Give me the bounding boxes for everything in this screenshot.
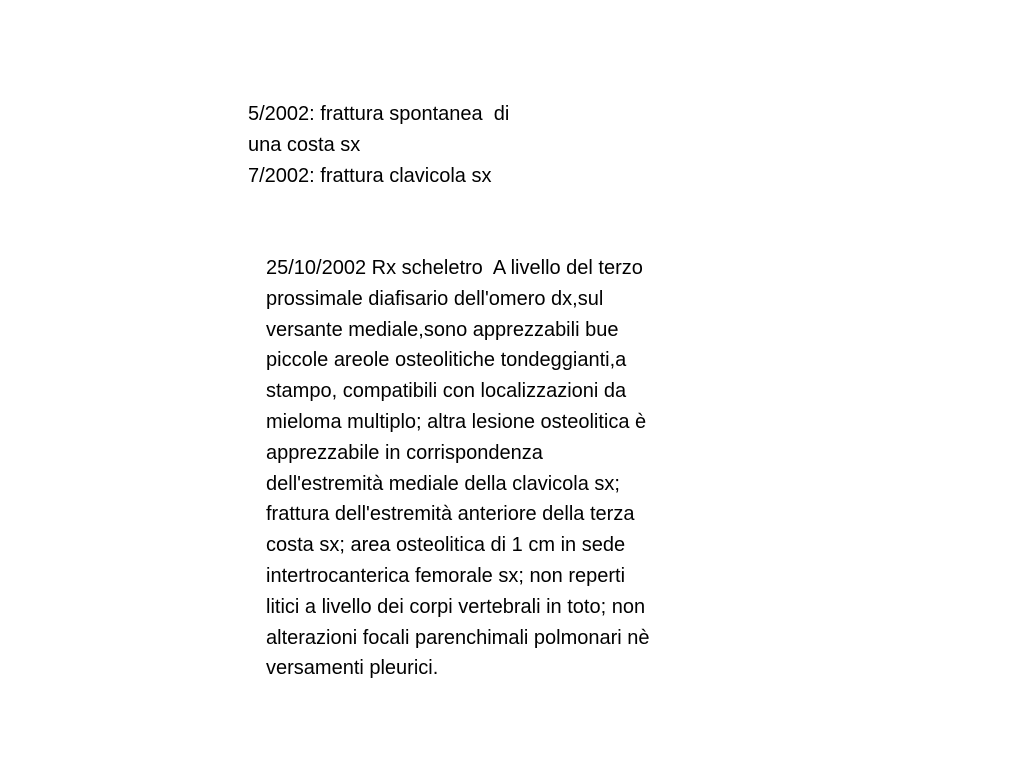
xray-report-line: intertrocanterica femorale sx; non reperti	[266, 564, 626, 587]
xray-report-line: versante mediale,sono apprezzabili bue	[266, 318, 619, 341]
fracture-history-line: una costa sx	[248, 134, 361, 156]
xray-report-line: stampo, compatibili con localizzazioni da	[266, 380, 627, 403]
xray-report-line: versamenti pleurici.	[266, 657, 439, 680]
xray-report-line: frattura dell'estremità anteriore della terza	[266, 503, 635, 526]
xray-report-line: alterazioni focali parenchimali polmonari nè	[266, 626, 650, 649]
xray-report-line: piccole areole osteolitiche tondeggianti,a	[266, 349, 627, 372]
xray-report-line: prossimale diafisario dell'omero dx,sul	[266, 287, 604, 310]
fracture-history-line: 5/2002: frattura spontanea di	[248, 103, 510, 125]
xray-report-line: litici a livello dei corpi vertebrali in toto; non	[266, 595, 646, 618]
fracture-history-line: 7/2002: frattura clavicola sx	[248, 165, 492, 187]
xray-report-line: 25/10/2002 Rx scheletro A livello del terzo	[266, 257, 643, 279]
fracture-history-block	[248, 99, 509, 192]
xray-report-block	[266, 253, 650, 684]
xray-report-line: apprezzabile in corrispondenza	[266, 441, 543, 464]
xray-report-line: dell'estremità mediale della clavicola sx;	[266, 472, 620, 495]
xray-report-line: mieloma multiplo; altra lesione osteolitica è	[266, 410, 647, 433]
xray-report-line: costa sx; area osteolitica di 1 cm in sede	[266, 534, 626, 557]
